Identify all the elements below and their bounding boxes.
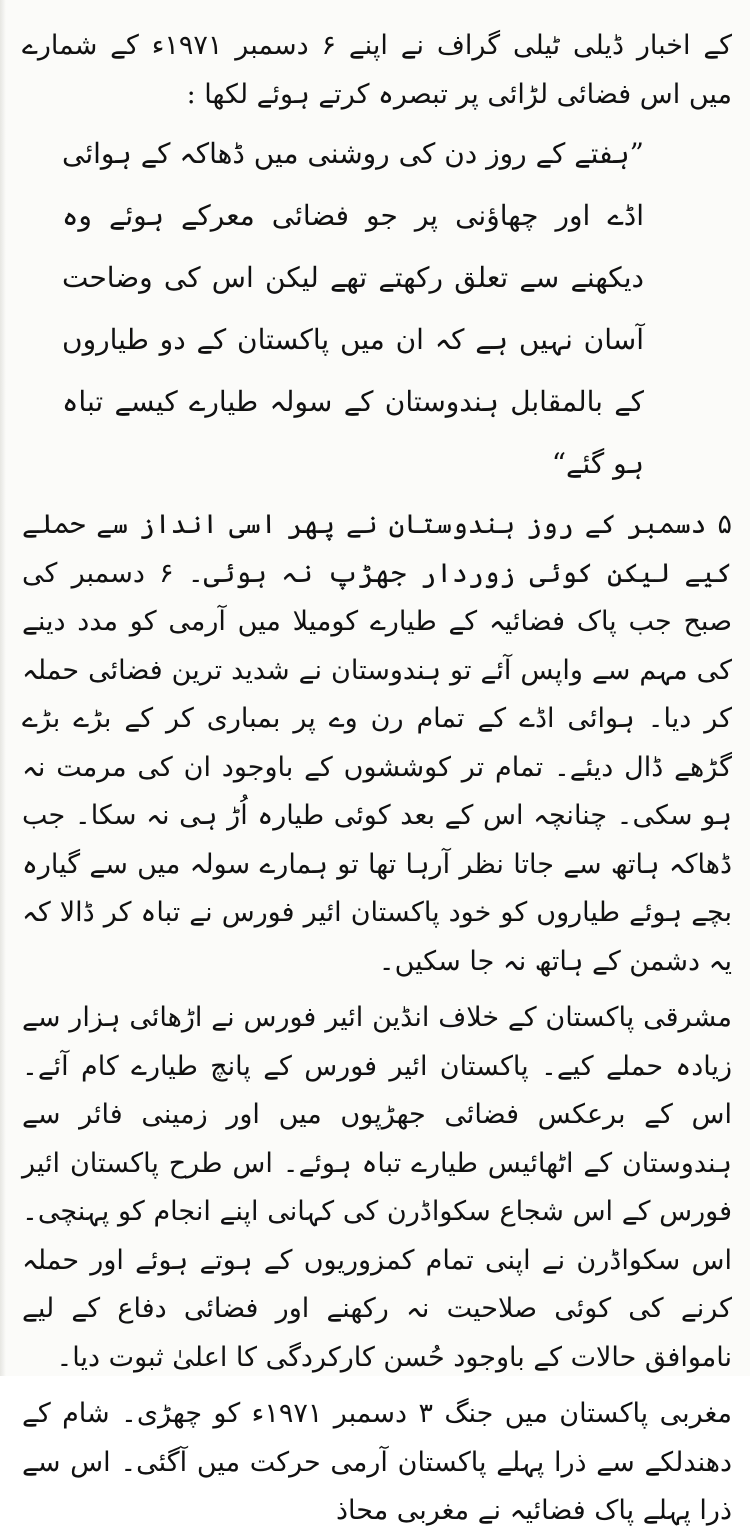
- paragraph-east-pakistan-summary: مشرقی پاکستان کے خلاف انڈین ائیر فورس نے اڑھائی ہزار سے زیادہ حملے کیے۔ پاکستان ائیر فورس کے پانچ طیارے کام آئے۔ اس کے برعکس فضائی جھڑپوں میں اور زمینی فائر سے ہندوستان کے اٹھائیس طیارے تباہ ہوئے۔ اس طرح پاکستان ائیر فورس کے اس شجاع سکواڈرن کی کہانی اپنے انجام کو پہنچی۔ اس سکواڈرن نے اپنی تمام کمزوریوں کے ہوتے ہوئے اور حملہ کرنے کی کوئی صلاحیت نہ رکھنے اور فضائی دفاع کے لیے ناموافق حالات کے باوجود حُسن کارکردگی کا اعلیٰ ثبوت دیا۔: [22, 1002, 732, 1373]
- quotation-daily-telegraph: ”ہفتے کے روز دن کی روشنی میں ڈھاکہ کے ہوائی اڈے اور چھاؤنی پر جو فضائی معرکے ہوئے وہ دیکھنے سے تعلق رکھتے تھے لیکن اس کی وضاحت آسان نہیں ہے کہ ان میں پاکستان کے دو طیاروں کے بالمقابل ہندوستان کے سولہ طیارے کیسے تباہ ہو گئے“: [62, 137, 644, 480]
- paragraph-west-pakistan-war: مغربی پاکستان میں جنگ ۳ دسمبر ۱۹۷۱ء کو چھڑی۔ شام کے دھندلکے سے ذرا پہلے پاکستان آرمی حرکت میں آگئی۔ اس سے ذرا پہلے پاک فضائیہ نے مغربی محاذ: [22, 1398, 732, 1526]
- paragraph-intro: کے اخبار ڈیلی ٹیلی گراف نے اپنے ۶ دسمبر ۱۹۷۱ء کے شمارے میں اس فضائی لڑائی پر تبصرہ کرتے ہوئے لکھا :: [22, 30, 732, 110]
- paragraph-december-5-6: ۵ دسمبر کے روز ہندوستان نے پھر اسی انداز سے حملے کیے لیکن کوئی زوردار جھڑپ نہ ہوئی۔ ۶ دسمبر کی صبح جب پاک فضائیہ کے طیارے کومیلا میں آرمی کو مدد دینے کی مہم سے واپس آئے تو ہندوستان نے شدید ترین فضائی حملہ کر دیا۔ ہوائی اڈے کے تمام رن وے پر بمباری کر کے بڑے بڑے گڑھے ڈال دیئے۔ تمام تر کوششوں کے باوجود ان کی مرمت نہ ہو سکی۔ چنانچہ اس کے بعد کوئی طیارہ اُڑ ہی نہ سکا۔ جب ڈھاکہ ہاتھ سے جاتا نظر آرہا تھا تو ہمارے سولہ میں سے گیارہ بچے ہوئے طیاروں کو خود پاکستان ائیر فورس نے تباہ کر ڈالا کہ یہ دشمن کے ہاتھ نہ جا سکیں۔: [22, 509, 732, 977]
